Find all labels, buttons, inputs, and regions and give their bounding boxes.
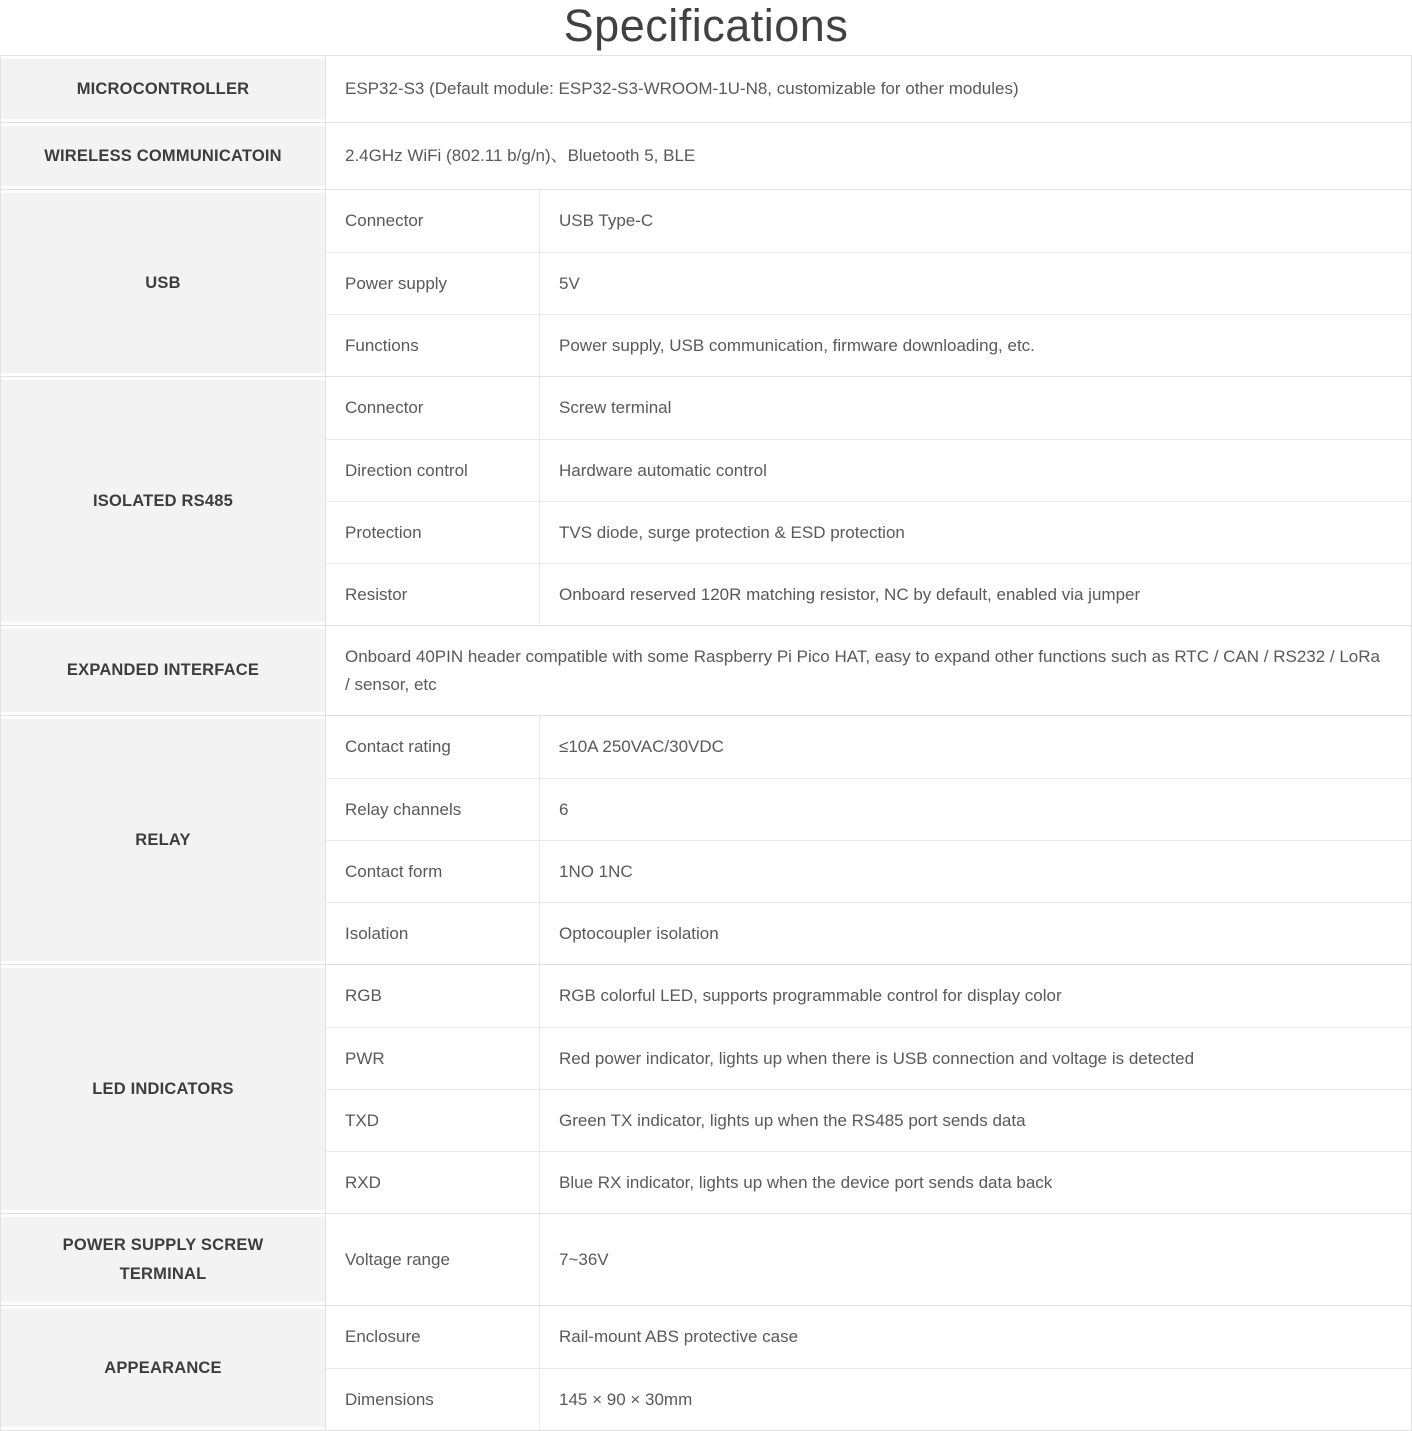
spec-row <box>326 1151 1411 1213</box>
spec-group-isolated-rs485 <box>1 376 1411 625</box>
spec-row <box>326 190 1411 252</box>
spec-group-microcontroller <box>1 56 1411 122</box>
spec-row <box>326 965 1411 1027</box>
spec-key: TXD <box>326 1090 540 1151</box>
spec-row <box>326 501 1411 563</box>
group-label: EXPANDED INTERFACE <box>1 629 325 712</box>
spec-key: Voltage range <box>326 1214 540 1305</box>
spec-group-wireless-communication <box>1 122 1411 189</box>
spec-row <box>326 1368 1411 1430</box>
group-label: POWER SUPPLY SCREW TERMINAL <box>1 1217 325 1302</box>
spec-value: 145 × 90 × 30mm <box>559 1389 693 1409</box>
spec-value: Onboard reserved 120R matching resistor, NC by default, enabled via jumper <box>559 584 1141 604</box>
spec-value: TVS diode, surge protection & ESD protection <box>559 522 905 542</box>
group-label: MICROCONTROLLER <box>1 59 325 119</box>
spec-value: Power supply, USB communication, firmware downloading, etc. <box>559 335 1035 355</box>
spec-key: Protection <box>326 502 540 563</box>
spec-row <box>326 1089 1411 1151</box>
spec-group-relay <box>1 715 1411 964</box>
spec-key: Enclosure <box>326 1306 540 1368</box>
spec-row <box>326 563 1411 625</box>
spec-row <box>326 716 1411 778</box>
group-body <box>325 1306 1411 1430</box>
group-label: WIRELESS COMMUNICATOIN <box>1 126 325 186</box>
group-label: RELAY <box>1 719 325 961</box>
spec-key: Isolation <box>326 903 540 964</box>
spec-value: 2.4GHz WiFi (802.11 b/g/n)、Bluetooth 5, BLE <box>345 146 696 165</box>
group-label: LED INDICATORS <box>1 968 325 1210</box>
group-body <box>325 123 1411 189</box>
spec-value: RGB colorful LED, supports programmable control for display color <box>559 986 1062 1005</box>
spec-key: Resistor <box>326 564 540 625</box>
spec-row <box>326 840 1411 902</box>
spec-value: 5V <box>559 273 580 293</box>
spec-row <box>326 56 1411 122</box>
group-body <box>325 1214 1411 1305</box>
spec-row <box>326 1306 1411 1368</box>
spec-key: Dimensions <box>326 1369 540 1430</box>
spec-value: Red power indicator, lights up when there is USB connection and voltage is detected <box>559 1048 1195 1068</box>
spec-group-appearance <box>1 1305 1411 1430</box>
spec-key: Direction control <box>326 440 540 501</box>
spec-key: Contact form <box>326 841 540 902</box>
spec-row <box>326 314 1411 376</box>
group-body <box>325 716 1411 964</box>
spec-key: RXD <box>326 1152 540 1213</box>
spec-group-led-indicators <box>1 964 1411 1213</box>
spec-value: Blue RX indicator, lights up when the device port sends data back <box>559 1172 1053 1192</box>
spec-group-power-supply-screw-terminal <box>1 1213 1411 1305</box>
spec-value: Optocoupler isolation <box>559 923 719 943</box>
spec-key: Contact rating <box>326 716 540 778</box>
spec-row <box>326 778 1411 840</box>
spec-row <box>326 1027 1411 1089</box>
spec-value: Rail-mount ABS protective case <box>559 1327 799 1346</box>
spec-value: 1NO 1NC <box>559 861 633 881</box>
spec-row <box>326 123 1411 189</box>
spec-row <box>326 902 1411 964</box>
spec-key: Connector <box>326 377 540 439</box>
spec-value: Hardware automatic control <box>559 460 767 480</box>
spec-row <box>326 1214 1411 1305</box>
group-body <box>325 56 1411 122</box>
group-body <box>325 190 1411 376</box>
spec-value: Screw terminal <box>559 398 672 417</box>
spec-value: Onboard 40PIN header compatible with some Raspberry Pi Pico HAT, easy to expand other functions such as RTC / CAN / RS232 / LoRa / sensor, etc <box>345 646 1380 694</box>
group-label: ISOLATED RS485 <box>1 380 325 622</box>
spec-row <box>326 377 1411 439</box>
page-title: Specifications <box>563 0 849 51</box>
spec-row <box>326 439 1411 501</box>
specifications-table <box>0 55 1412 1431</box>
group-label: APPEARANCE <box>1 1309 325 1427</box>
spec-value: ESP32-S3 (Default module: ESP32-S3-WROOM-1U-N8, customizable for other modules) <box>345 79 1019 98</box>
spec-group-usb <box>1 189 1411 376</box>
spec-key: RGB <box>326 965 540 1027</box>
spec-value: 6 <box>559 799 569 819</box>
spec-key: PWR <box>326 1028 540 1089</box>
spec-value: USB Type-C <box>559 211 654 230</box>
group-body <box>325 965 1411 1213</box>
spec-row <box>326 252 1411 314</box>
spec-key: Connector <box>326 190 540 252</box>
group-body <box>325 377 1411 625</box>
spec-row <box>326 626 1411 715</box>
spec-key: Power supply <box>326 253 540 314</box>
spec-value: Green TX indicator, lights up when the RS485 port sends data <box>559 1110 1026 1130</box>
group-body <box>325 626 1411 715</box>
spec-value: 7~36V <box>559 1249 609 1269</box>
spec-value: ≤10A 250VAC/30VDC <box>559 737 724 756</box>
group-label: USB <box>1 193 325 373</box>
spec-key: Relay channels <box>326 779 540 840</box>
spec-group-expanded-interface <box>1 625 1411 715</box>
spec-key: Functions <box>326 315 540 376</box>
